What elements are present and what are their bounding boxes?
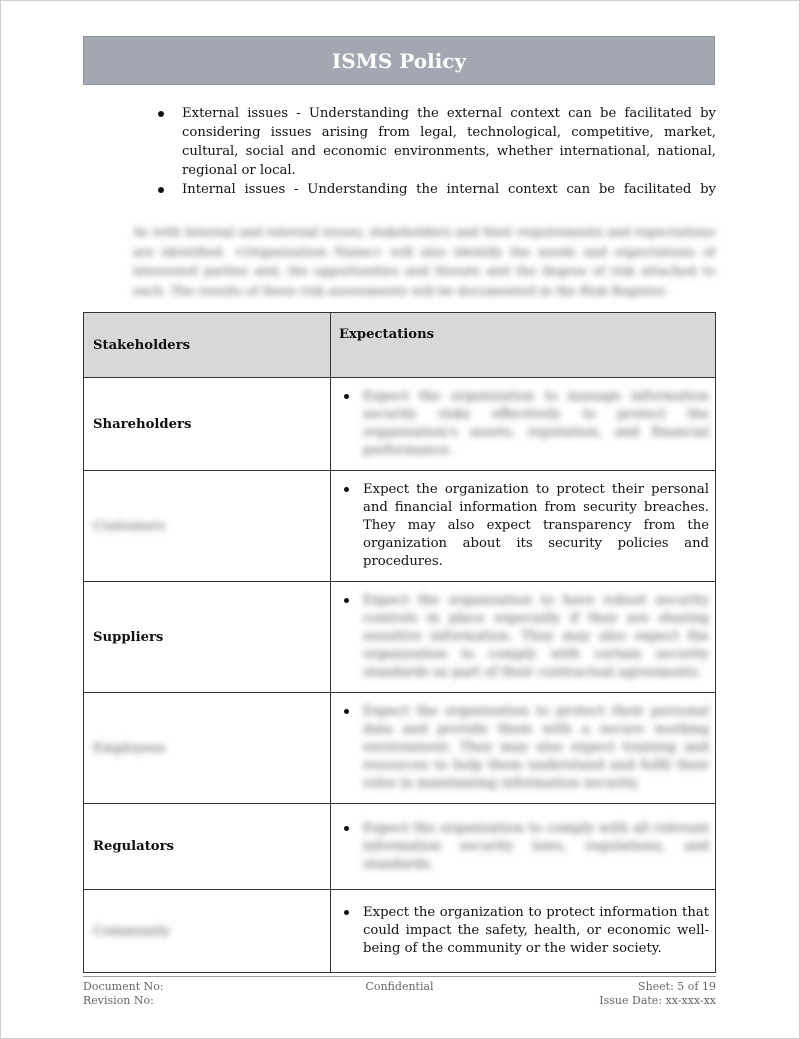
list-item — [339, 904, 709, 958]
expectation-cell — [331, 378, 716, 471]
bullet-icon — [344, 487, 349, 492]
issues-list — [155, 104, 716, 196]
expectation-text: Expect the organization to manage information security risks effectively to protect the organization's assets, reputation, and financial performance. — [363, 389, 709, 458]
stakeholder-name: Employees — [84, 693, 331, 804]
bullet-icon — [344, 709, 349, 714]
sheet-number: Sheet: 5 of 19 — [638, 980, 716, 993]
stakeholder-paragraph: As with internal and external issues, stakeholders and their requirements and expectations are identified. <Organization Name> will also identify the needs and expectations of interested parties and, the opportunities and threats and the degree of risk attached to each. The results of these risk assessments will be documented in the Risk Register. — [133, 224, 715, 298]
stakeholder-name: Customers — [84, 471, 331, 582]
list-item — [155, 104, 716, 180]
issue-date: Issue Date: xx-xxx-xx — [599, 994, 716, 1007]
stakeholder-name: Regulators — [84, 804, 331, 890]
table-row — [84, 890, 716, 973]
expectation-cell — [331, 471, 716, 582]
stakeholder-name: Community — [84, 890, 331, 973]
expectation-text: Expect the organization to protect information that could impact the safety, health, or economic well-being of the community or the wider society. — [363, 905, 709, 956]
list-item — [339, 481, 709, 571]
bullet-icon — [344, 394, 349, 399]
expectation-text: Expect the organization to comply with all relevant information security laws, regulations, and standards. — [363, 820, 709, 872]
page-title — [83, 36, 715, 85]
stakeholder-table — [83, 312, 716, 973]
bullet-icon — [158, 187, 164, 193]
stakeholder-name: Shareholders — [84, 378, 331, 471]
stakeholder-name: Suppliers — [84, 582, 331, 693]
revision-no: Revision No: — [83, 994, 154, 1007]
bullet-icon — [344, 598, 349, 603]
header-expectations: Expectations — [331, 313, 716, 378]
issue-text: External issues - Understanding the external context can be facilitated by considering issues arising from legal, technological, competitive, market, cultural, social and economic environments, whether international, national, regional or local. — [182, 106, 716, 178]
table-row — [84, 378, 716, 471]
page-footer — [83, 976, 716, 1008]
issue-text: Internal issues - Understanding the internal context can be facilitated by — [182, 182, 716, 196]
expectation-cell — [331, 582, 716, 693]
bullet-icon — [344, 826, 349, 831]
bullet-icon — [344, 910, 349, 915]
list-item — [155, 180, 716, 196]
bullet-icon — [158, 111, 164, 117]
expectation-text: Expect the organization to protect their personal and financial information from security breaches. They may also expect transparency from the organization about its security policies and procedures. — [363, 482, 709, 569]
confidential-label: Confidential — [365, 980, 434, 993]
expectation-cell — [331, 804, 716, 890]
list-item — [339, 388, 709, 460]
expectation-text: Expect the organization to protect their personal data and provide them with a secure working environment. They may also expect training and resources to help them understand and fulfil their roles in maintaining information security. — [363, 704, 709, 791]
page-title-text: ISMS Policy — [331, 48, 467, 73]
table-row — [84, 693, 716, 804]
expectation-cell — [331, 693, 716, 804]
header-stakeholders: Stakeholders — [84, 313, 331, 378]
table-header-row — [84, 313, 716, 378]
table-row — [84, 582, 716, 693]
list-item — [339, 703, 709, 793]
expectation-cell — [331, 890, 716, 973]
table-row — [84, 471, 716, 582]
document-no: Document No: — [83, 980, 164, 993]
list-item — [339, 820, 709, 874]
issues-section — [0, 104, 800, 196]
list-item — [339, 592, 709, 682]
expectation-text: Expect the organization to have robust security controls in place especially if they are sharing sensitive information. They may also expect the organization to comply with certain security standards as part of their contractual agreements. — [363, 593, 709, 680]
table-row — [84, 804, 716, 890]
